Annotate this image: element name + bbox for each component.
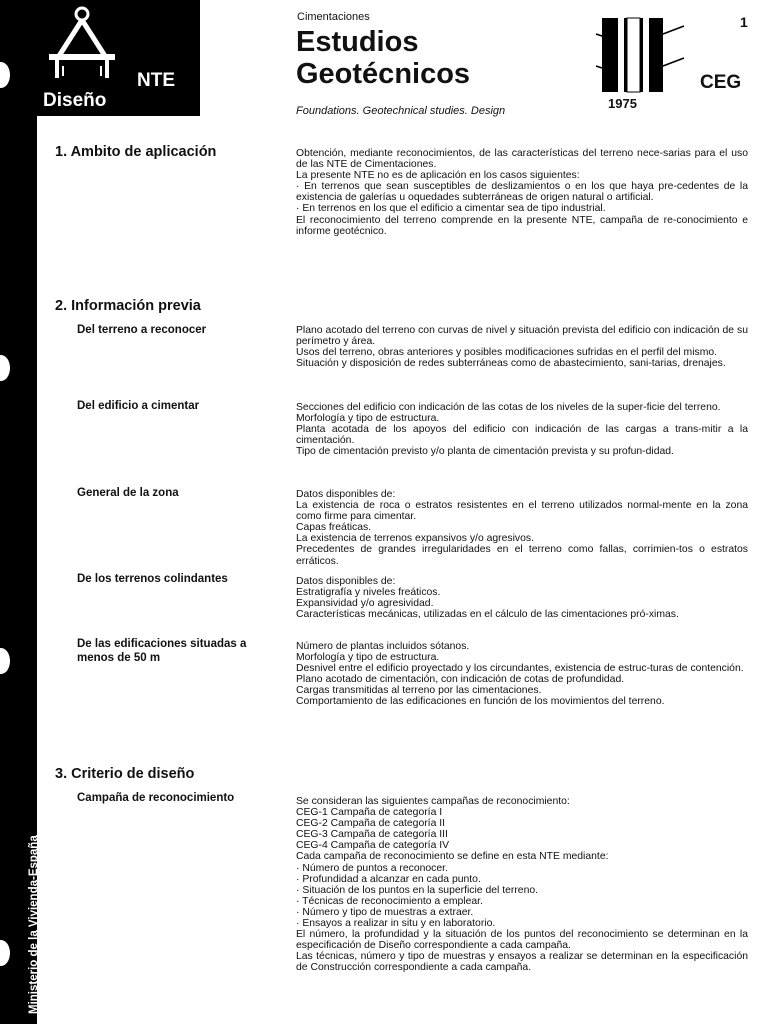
subsection-label: De las edificaciones situadas a menos de 50 m [77,638,247,664]
title-line-1: Estudios [296,26,419,58]
section-label: Diseño [43,90,107,111]
paragraph: La existencia de terrenos expansivos y/o agresivos. [296,533,534,545]
subsection-label: De los terrenos colindantes [77,573,228,585]
paragraph: Tipo de cimentación previsto y/o planta de cimentación prevista y su profun-didad. [296,446,674,458]
document-code: CEG [700,72,742,93]
subsection-body [296,402,748,457]
section-2-title: 2. Información previa [55,298,201,314]
header-logo-box [37,0,200,116]
paragraph: Expansividad y/o agresividad. [296,598,434,610]
paragraph: Secciones del edificio con indicación de las cotas de los niveles de la super-ficie del terreno. [296,402,721,413]
paragraph: Planta acotada de los apoyos del edificio con indicación de las cargas a trans-mitir a la cimentación. [296,424,748,447]
paragraph: · En terrenos en los que el edificio a cimentar sea de tipo industrial. [296,203,606,215]
subsection-label: Del edificio a cimentar [77,400,200,412]
subsection-label: General de la zona [77,487,179,499]
section-1-body [296,148,748,237]
paragraph: Estratigrafía y niveles freáticos. [296,587,441,599]
paragraph: Precedentes de grandes irregularidades en el terreno como fallas, corrimien-tos o estratos erráticos. [296,544,748,567]
paragraph: Características mecánicas, utilizadas en el cálculo de las cimentaciones pró-ximas. [296,609,679,621]
paragraph: Situación y disposición de redes subterráneas como de abastecimiento, sani-tarias, drenajes. [296,358,726,370]
paragraph: Plano acotado de cimentación, con indicación de cotas de profundidad. [296,674,625,686]
list-item: CEG-3 Campaña de categoría III [296,829,448,841]
paragraph: Datos disponibles de: [296,576,396,587]
compass-logo-icon [45,4,119,84]
paragraph: El reconocimiento del terreno comprende en la presente NTE, campaña de re-conocimiento e informe geotécnico. [296,214,748,237]
paragraph: Cada campaña de reconocimiento se define en esta NTE mediante: [296,851,609,863]
category-label: Cimentaciones [297,11,370,23]
list-item: · Situación de los puntos en la superficie del terreno. [296,884,539,896]
subsection-body [296,325,748,369]
paragraph: Comportamiento de las edificaciones en función de los movimientos del terreno. [296,696,665,708]
subsection-body [296,576,748,620]
document-year: 1975 [608,96,637,111]
paragraph: · En terrenos que sean susceptibles de deslizamientos o en los que haya pre-cedentes de la existencia de galerías u oquedades subterráneas de origen natural o artificial. [296,181,748,204]
list-item: · Número y tipo de muestras a extraer. [296,906,474,918]
nte-label: NTE [137,70,175,91]
paragraph: Se consideran las siguientes campañas de reconocimiento: [296,796,570,807]
list-item: CEG-1 Campaña de categoría I [296,807,443,819]
borehole-diagram-icon [594,16,686,94]
paragraph: Plano acotado del terreno con curvas de nivel y situación prevista del edificio con indicación de su perímetro y área. [296,325,748,348]
paragraph: La presente NTE no es de aplicación en los casos siguientes: [296,170,580,182]
page-title [296,26,470,90]
paragraph: Obtención, mediante reconocimientos, de las características del terreno nece-sarias para el uso de las NTE de Cimentaciones. [296,148,748,171]
binder-hole [0,62,10,88]
title-line-2: Geotécnicos [296,58,471,90]
binder-hole [0,648,10,674]
left-black-strip [0,0,40,1024]
paragraph: Cargas transmitidas al terreno por las cimentaciones. [296,685,542,697]
paragraph: Usos del terreno, obras anteriores y posibles modificaciones sufridas en el perfil del mismo. [296,347,718,359]
list-item: CEG-4 Campaña de categoría IV [296,840,450,852]
ministry-label: Ministerio de la Vivienda-España [28,835,40,1014]
paragraph: Morfología y tipo de estructura. [296,413,440,425]
paragraph: Datos disponibles de: [296,489,396,500]
page-number: 1 [740,14,748,30]
subsection-label: Campaña de reconocimiento [77,792,235,804]
section-1-title: 1. Ambito de aplicación [55,144,217,160]
subsection-label: Del terreno a reconocer [77,324,207,336]
paragraph: El número, la profundidad y la situación de los puntos del reconocimiento se determinan en la especificación de Diseño correspondiente a cada campaña. [296,929,748,952]
paragraph: Morfología y tipo de estructura. [296,652,440,664]
section-3-title: 3. Criterio de diseño [55,766,195,782]
binder-hole [0,355,10,381]
list-item: · Número de puntos a reconocer. [296,862,448,874]
list-item: · Profundidad a alcanzar en cada punto. [296,873,481,885]
english-subtitle: Foundations. Geotechnical studies. Design [296,105,506,117]
paragraph: Desnivel entre el edificio proyectado y los circundantes, existencia de estruc-turas de contención. [296,663,744,675]
list-item: · Ensayos a realizar in situ y en laboratorio. [296,918,496,930]
list-item: · Técnicas de reconocimiento a emplear. [296,895,483,907]
paragraph: Capas freáticas. [296,522,372,534]
subsection-body [296,796,748,974]
paragraph: La existencia de roca o estratos resistentes en el terreno utilizados normal-mente en la zona como firme para cimentar. [296,500,748,523]
paragraph: Número de plantas incluidos sótanos. [296,641,470,652]
subsection-body [296,489,748,567]
paragraph: Las técnicas, número y tipo de muestras y ensayos a realizar se determinan en la especificación de Construcción correspondiente a cada campaña. [296,951,748,974]
binder-hole [0,940,10,966]
subsection-body [296,641,748,708]
list-item: CEG-2 Campaña de categoría II [296,818,446,830]
